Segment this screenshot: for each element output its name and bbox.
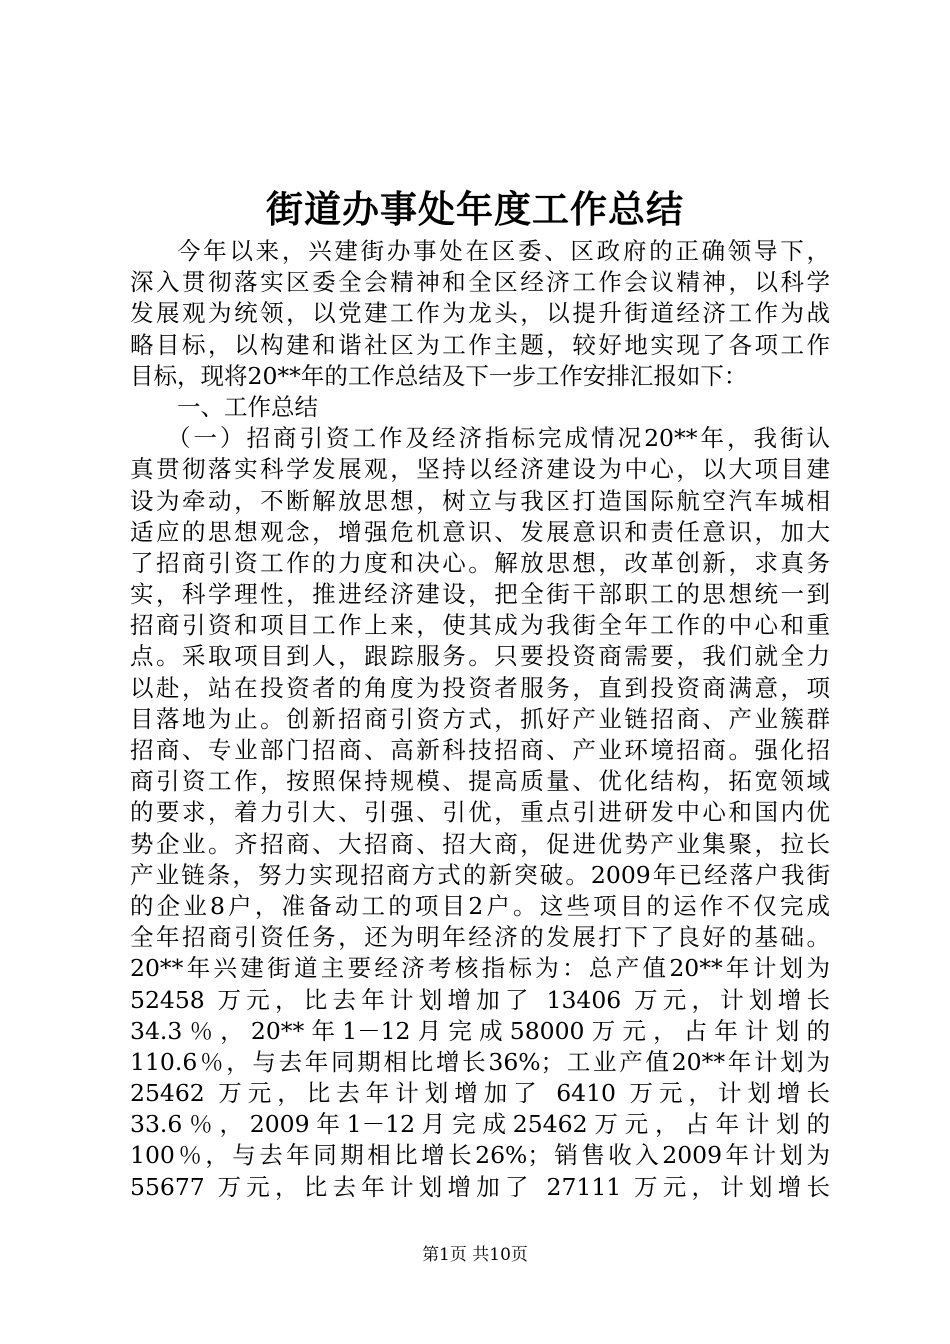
body-line: 略目标，以构建和谐社区为工作主题，较好地实现了各项工作 [130, 330, 830, 359]
body-line: 商引资工作，按照保持规模、提高质量、优化结构，拓宽领域 [130, 767, 830, 796]
body-line: 招商、专业部门招商、高新科技招商、产业环境招商。强化招 [130, 736, 830, 764]
page-number-footer: 第1页 共10页 [422, 1245, 528, 1265]
body-line: 招商引资和项目工作上来，使其成为我街全年工作的中心和重 [130, 611, 830, 640]
document-body [130, 236, 830, 1203]
document-title: 街道办事处年度工作总结 [266, 187, 684, 231]
body-line: 目标，现将20**年的工作总结及下一步工作安排汇报如下： [130, 361, 748, 390]
body-line: 设为牵动，不断解放思想，树立与我区打造国际航空汽车城相 [130, 486, 830, 515]
section-heading: 一、工作总结 [177, 392, 318, 421]
body-line: 今年以来，兴建街办事处在区委、区政府的正确领导下， [177, 237, 830, 265]
body-line: 发展观为统领，以党建工作为龙头，以提升街道经济工作为战 [130, 299, 830, 328]
body-line: （一）招商引资工作及经济指标完成情况20**年，我街认 [167, 424, 830, 453]
body-line: 了招商引资工作的力度和决心。解放思想，改革创新，求真务 [130, 548, 830, 577]
body-line: 33.6％，2009年1－12月完成25462万元，占年计划的 [130, 1110, 830, 1139]
body-line: 55677 万元，比去年计划增加了 27111 万元，计划增长 [130, 1172, 830, 1201]
body-line: 100％，与去年同期相比增长26%；销售收入2009年计划为 [130, 1141, 830, 1170]
body-line: 52458 万元，比去年计划增加了 13406 万元，计划增长 [130, 985, 830, 1014]
body-line: 20**年兴建街道主要经济考核指标为：总产值20**年计划为 [130, 954, 830, 983]
body-line: 点。采取项目到人，跟踪服务。只要投资商需要，我们就全力 [130, 642, 830, 671]
body-line: 全年招商引资任务，还为明年经济的发展打下了良好的基础。 [130, 923, 830, 952]
body-line: 真贯彻落实科学发展观，坚持以经济建设为中心，以大项目建 [130, 455, 830, 484]
body-line: 势企业。齐招商、大招商、招大商，促进优势产业集聚，拉长 [130, 829, 830, 858]
body-line: 25462 万元，比去年计划增加了 6410 万元，计划增长 [130, 1079, 830, 1108]
body-line: 34.3％，20**年1－12月完成58000万元，占年计划的 [130, 1016, 830, 1045]
body-line: 的企业8户，准备动工的项目2户。这些项目的运作不仅完成 [130, 891, 830, 920]
body-line: 以赴，站在投资者的角度为投资者服务，直到投资商满意，项 [130, 673, 830, 702]
body-line: 产业链条，努力实现招商方式的新突破。2009年已经落户我街 [130, 860, 830, 889]
body-line: 目落地为止。创新招商引资方式，抓好产业链招商、产业簇群 [130, 704, 830, 733]
body-line: 的要求，着力引大、引强、引优，重点引进研发中心和国内优 [130, 798, 830, 827]
body-line: 深入贯彻落实区委全会精神和全区经济工作会议精神，以科学 [130, 268, 830, 297]
body-line: 110.6％，与去年同期相比增长36%；工业产值20**年计划为 [130, 1047, 830, 1076]
body-line: 适应的思想观念，增强危机意识、发展意识和责任意识，加大 [130, 517, 830, 546]
body-line: 实，科学理性，推进经济建设，把全街干部职工的思想统一到 [130, 580, 830, 609]
